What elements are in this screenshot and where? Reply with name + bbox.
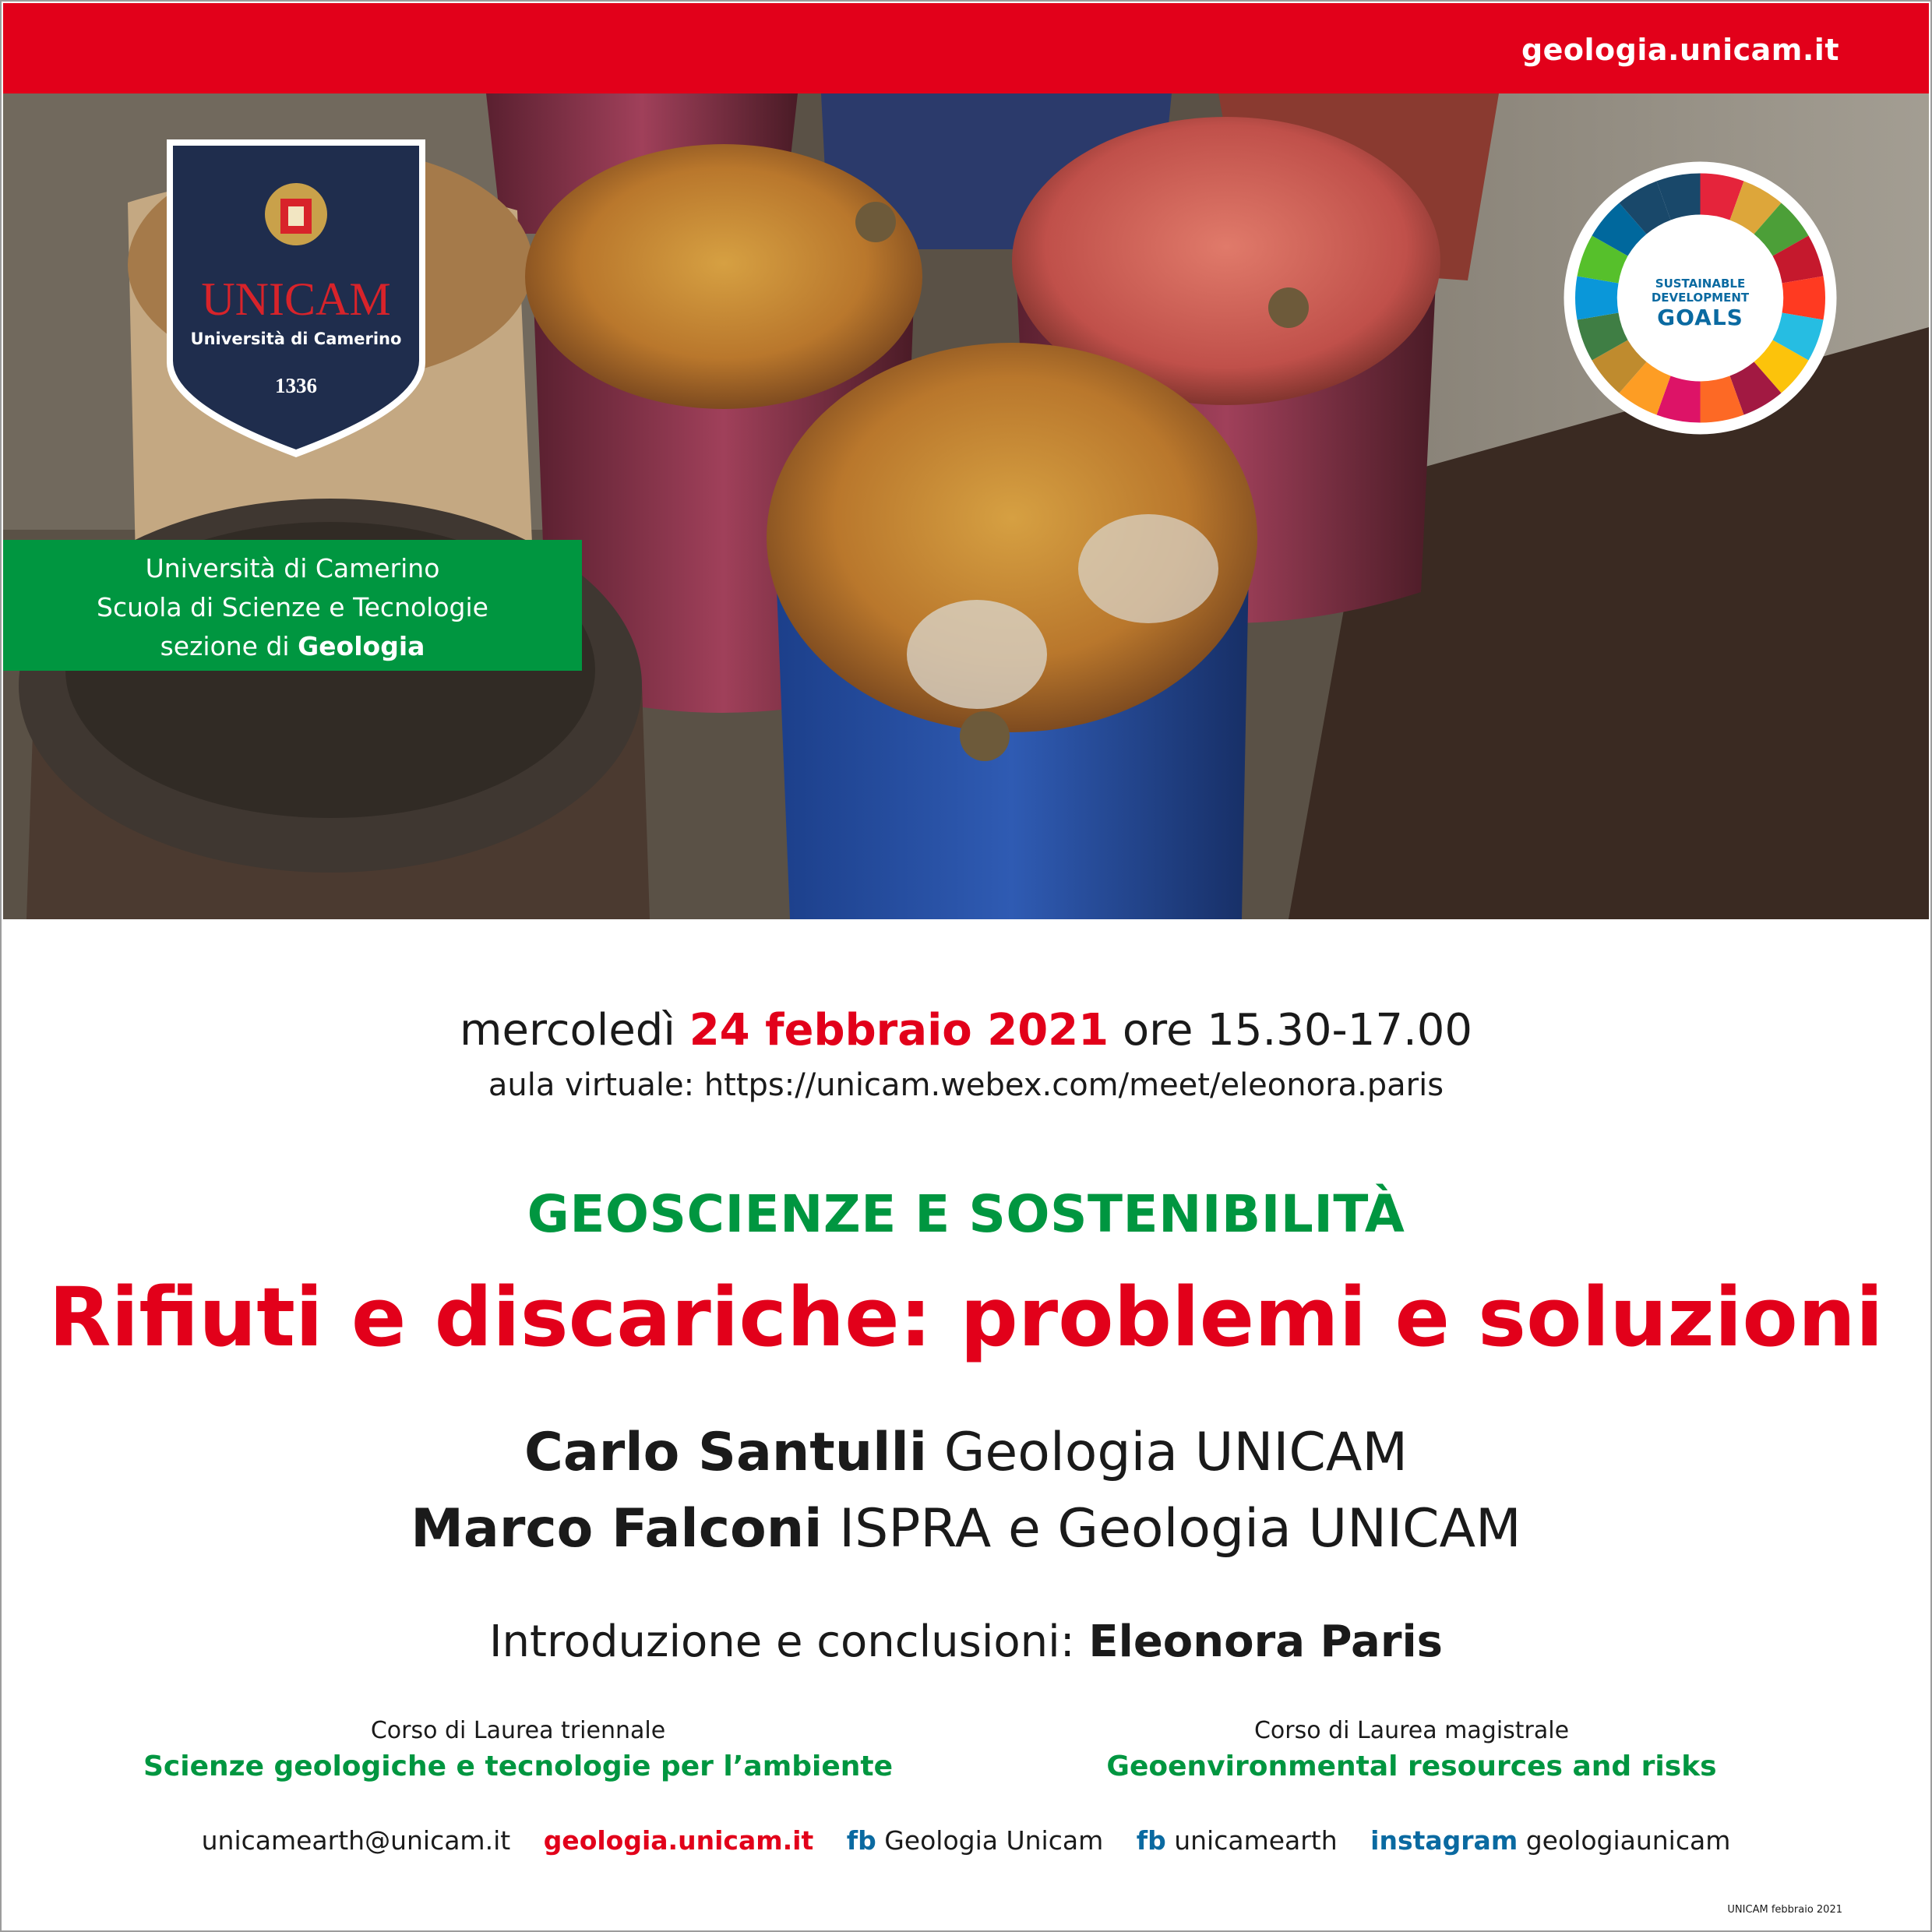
speaker-1 [0, 1422, 1932, 1483]
institution-line3-prefix: sezione di [160, 631, 290, 661]
university-shield-logo [164, 136, 428, 464]
course-master-type: Corso di Laurea magistrale [1253, 1717, 1570, 1744]
contact-fb2-value: unicamearth [1174, 1825, 1338, 1856]
course-bachelor-type: Corso di Laurea triennale [370, 1717, 666, 1744]
logo-subtitle: Università di Camerino [190, 330, 402, 348]
speaker-2-affiliation: ISPRA e Geologia UNICAM [839, 1498, 1521, 1560]
logo-name: UNICAM [201, 273, 391, 325]
top-banner [3, 3, 1929, 93]
course-bachelor [90, 1717, 947, 1782]
contacts-bar [0, 1825, 1932, 1856]
institution-line3-bold: Geologia [298, 631, 425, 661]
credit-note: UNICAM febbraio 2021 [1727, 1904, 1842, 1916]
series-title: GEOSCIENZE E SOSTENIBILITÀ [527, 1184, 1405, 1244]
intro-line [0, 1616, 1932, 1667]
course-master [983, 1717, 1840, 1782]
event-day: mercoledì [459, 1005, 675, 1056]
institution-box [3, 540, 582, 671]
institution-line2: Scuola di Scienze e Tecnologie [97, 592, 488, 622]
event-time: ore 15.30-17.00 [1122, 1005, 1473, 1056]
event-date-line [0, 1005, 1932, 1056]
sdg-label-line3: GOALS [1657, 305, 1743, 330]
intro-name: Eleonora Paris [1088, 1616, 1443, 1667]
contact-website[interactable]: geologia.unicam.it [543, 1825, 814, 1856]
intro-label: Introduzione e conclusioni: [488, 1616, 1075, 1667]
speaker-1-name: Carlo Santulli [524, 1422, 928, 1483]
speaker-2 [0, 1498, 1932, 1560]
sdg-label-line1: SUSTAINABLE [1655, 277, 1746, 291]
institution-line1: Università di Camerino [145, 553, 440, 583]
course-master-name: Geoenvironmental resources and risks [1106, 1750, 1717, 1782]
course-bachelor-name: Scienze geologiche e tecnologie per l’ambiente [143, 1750, 894, 1782]
contact-ig-value: geologiaunicam [1525, 1825, 1731, 1856]
contact-fb2-label: fb [1136, 1825, 1166, 1856]
logo-year: 1336 [275, 374, 317, 397]
event-date: 24 febbraio 2021 [689, 1005, 1109, 1056]
contact-ig-label: instagram [1370, 1825, 1518, 1856]
speaker-2-name: Marco Falconi [411, 1498, 823, 1560]
contact-fb1-value: Geologia Unicam [884, 1825, 1104, 1856]
contact-fb1[interactable] [847, 1825, 1103, 1856]
contact-instagram[interactable] [1370, 1825, 1730, 1856]
contact-email[interactable]: unicamearth@unicam.it [201, 1825, 511, 1856]
institution-line3 [3, 627, 582, 666]
virtual-room-link[interactable]: aula virtuale: https://unicam.webex.com/meet/eleonora.paris [488, 1067, 1444, 1103]
talk-title: Rifiuti e discariche: problemi e soluzioni [48, 1270, 1884, 1365]
sdg-label-line2: DEVELOPMENT [1651, 291, 1750, 305]
contact-fb1-label: fb [846, 1825, 876, 1856]
contact-fb2[interactable] [1137, 1825, 1338, 1856]
speaker-1-affiliation: Geologia UNICAM [943, 1422, 1408, 1483]
sdg-wheel-icon [1562, 160, 1839, 436]
header-site-url[interactable]: geologia.unicam.it [1521, 33, 1839, 67]
